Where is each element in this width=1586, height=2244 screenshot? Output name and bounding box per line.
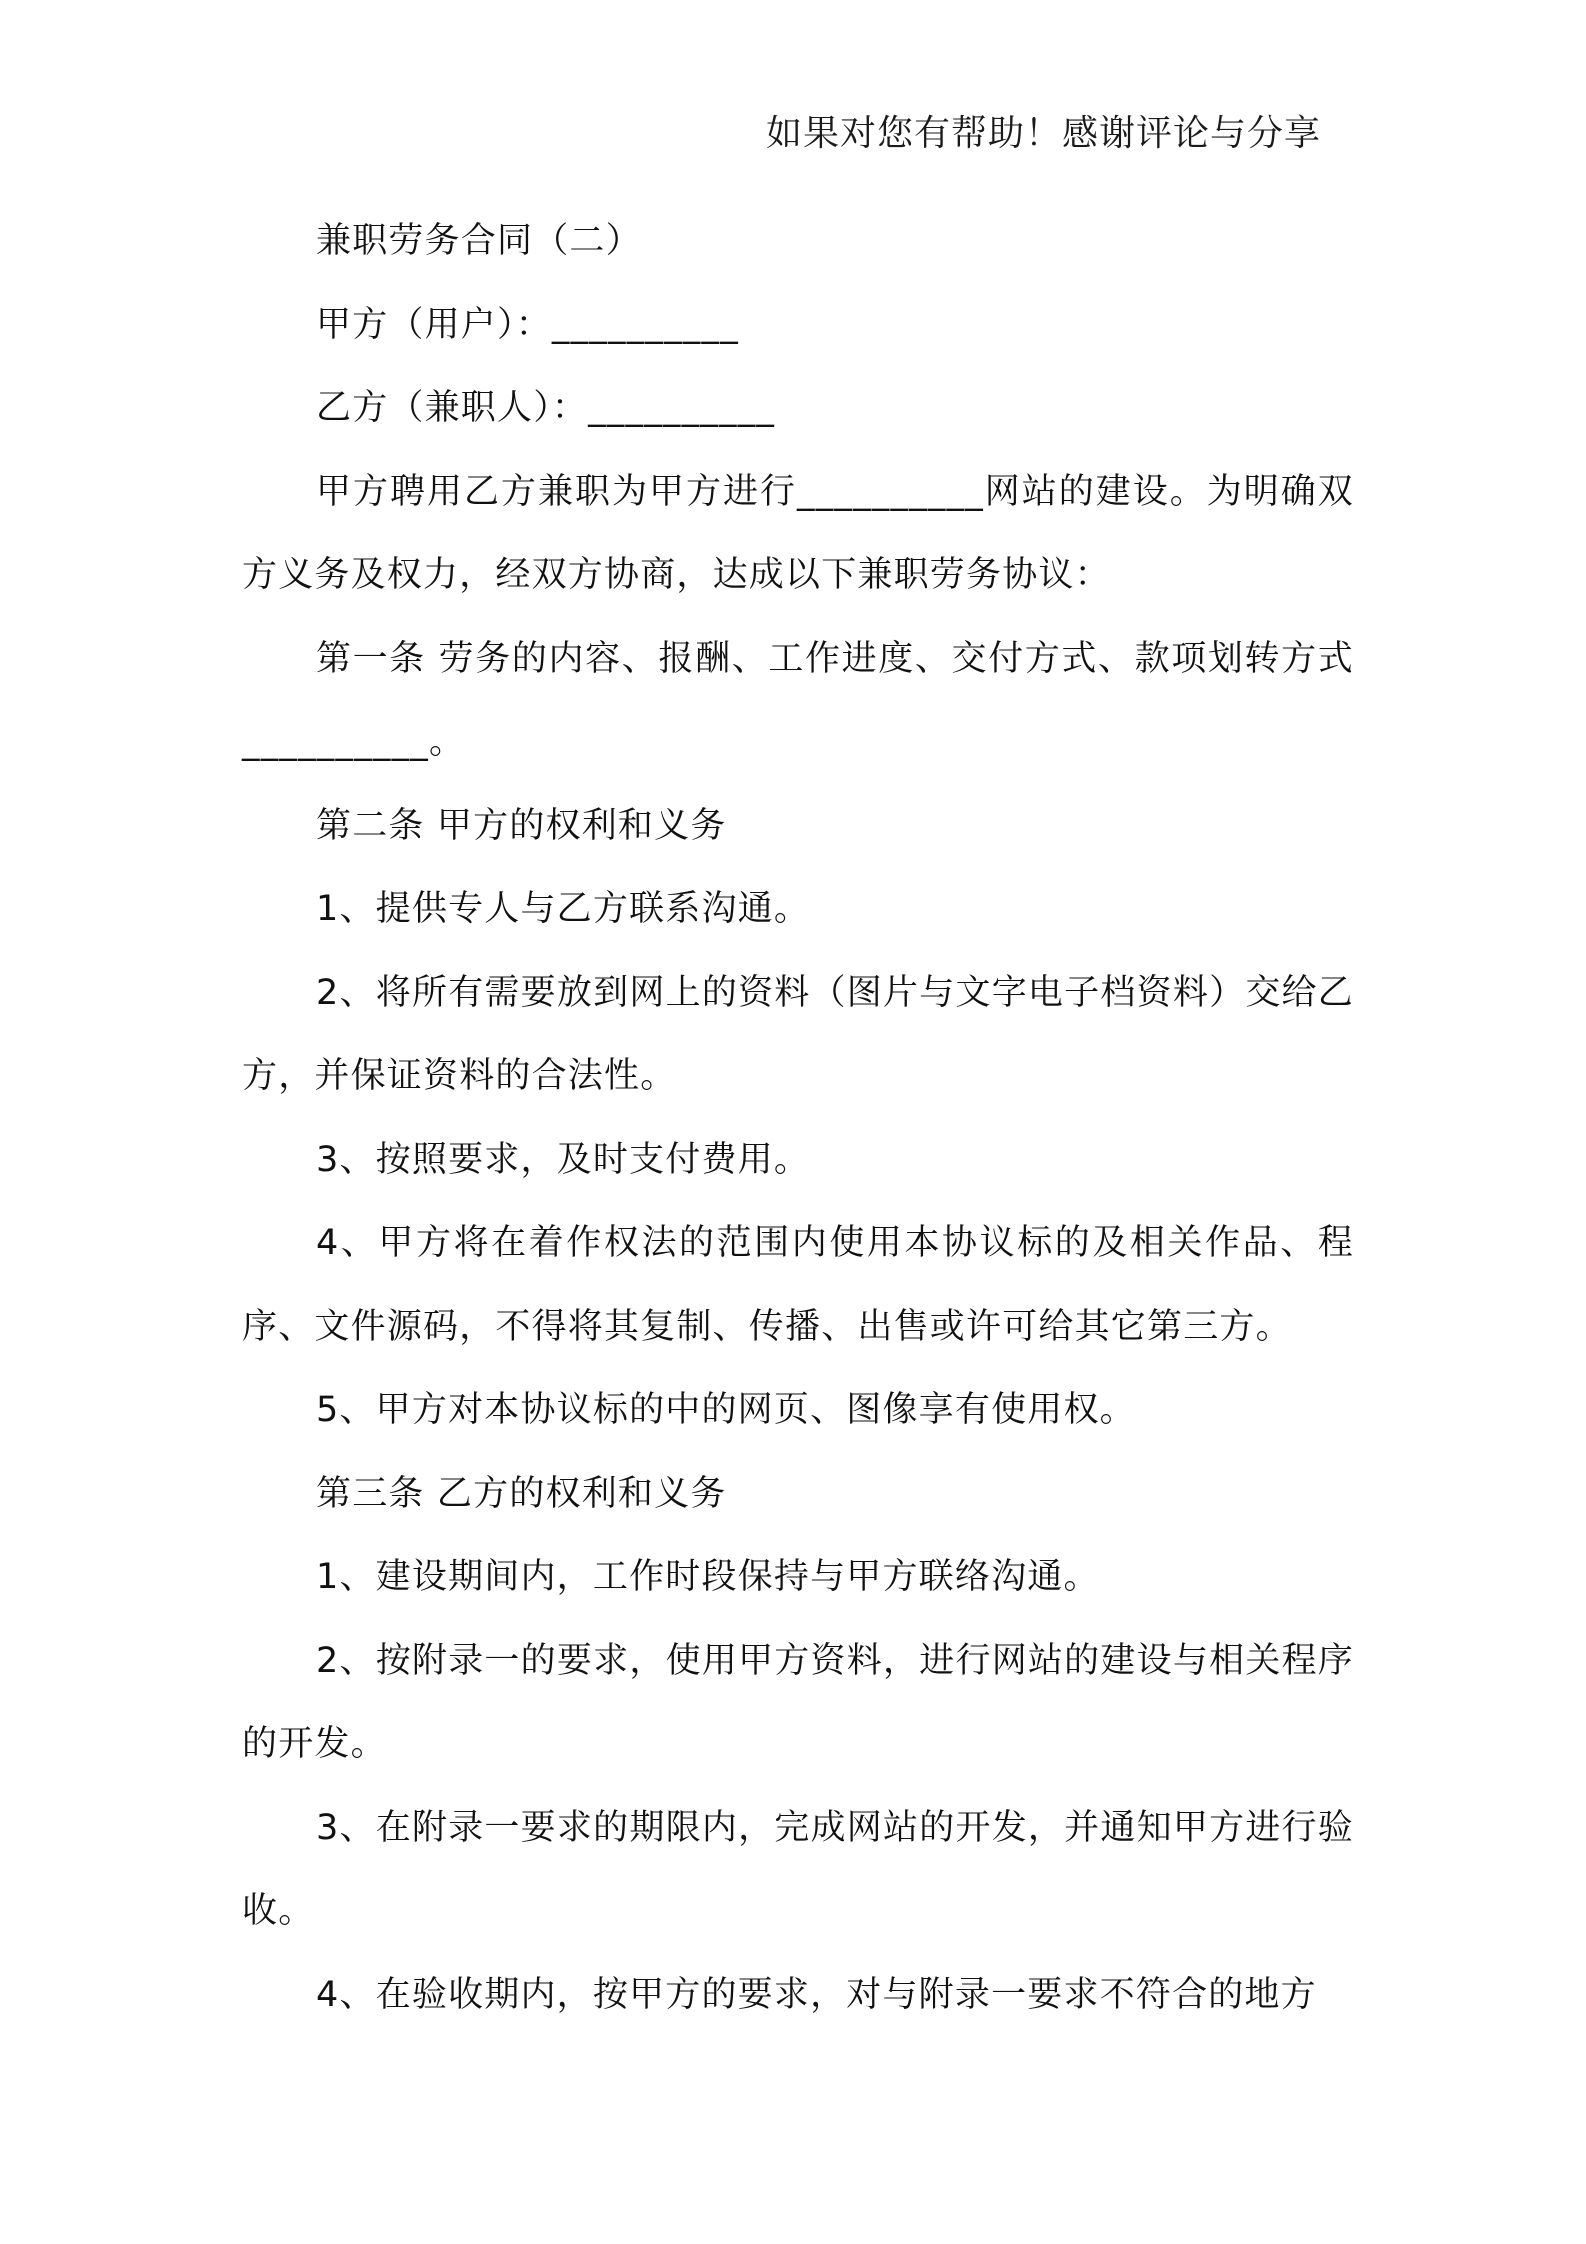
article-3-item-2: 2、按附录一的要求，使用甲方资料，进行网站的建设与相关程序的开发。 [242, 1640, 1354, 1764]
header-note: 如果对您有帮助！感谢评论与分享 [766, 113, 1322, 154]
contract-title: 兼职劳务合同（二） [316, 221, 642, 261]
article-2-item-5: 5、甲方对本协议标的中的网页、图像享有使用权。 [316, 1390, 1136, 1430]
article-2-item-3: 3、按照要求，及时支付费用。 [316, 1139, 811, 1180]
article-3-item-1: 1、建设期间内，工作时段保持与甲方联络沟通。 [316, 1557, 1100, 1597]
party-b-line: 乙方（兼职人）：__________ [316, 388, 776, 428]
article-1: 第一条 劳务的内容、报酬、工作进度、交付方式、款项划转方式__________。 [242, 638, 1354, 762]
article-2-heading: 第二条 甲方的权利和义务 [316, 805, 727, 846]
article-3-heading: 第三条 乙方的权利和义务 [316, 1473, 727, 1514]
party-a-line: 甲方（用户）：__________ [316, 304, 739, 345]
article-2-item-2: 2、将所有需要放到网上的资料（图片与文字电子档资料）交给乙方，并保证资料的合法性。 [242, 972, 1354, 1096]
document-body [242, 200, 1354, 2037]
article-2-item-1: 1、提供专人与乙方联系沟通。 [316, 889, 811, 929]
preamble-paragraph: 甲方聘用乙方兼职为甲方进行__________网站的建设。为明确双方义务及权力，经双方协商，达成以下兼职劳务协议： [242, 471, 1354, 595]
article-2-item-4: 4、甲方将在着作权法的范围内使用本协议标的及相关作品、程序、文件源码，不得将其复制、传播、出售或许可给其它第三方。 [242, 1223, 1354, 1347]
article-3-item-3: 3、在附录一要求的期限内，完成网站的开发，并通知甲方进行验收。 [242, 1807, 1354, 1931]
article-3-item-4: 4、在验收期内，按甲方的要求，对与附录一要求不符合的地方 [316, 1974, 1317, 2015]
